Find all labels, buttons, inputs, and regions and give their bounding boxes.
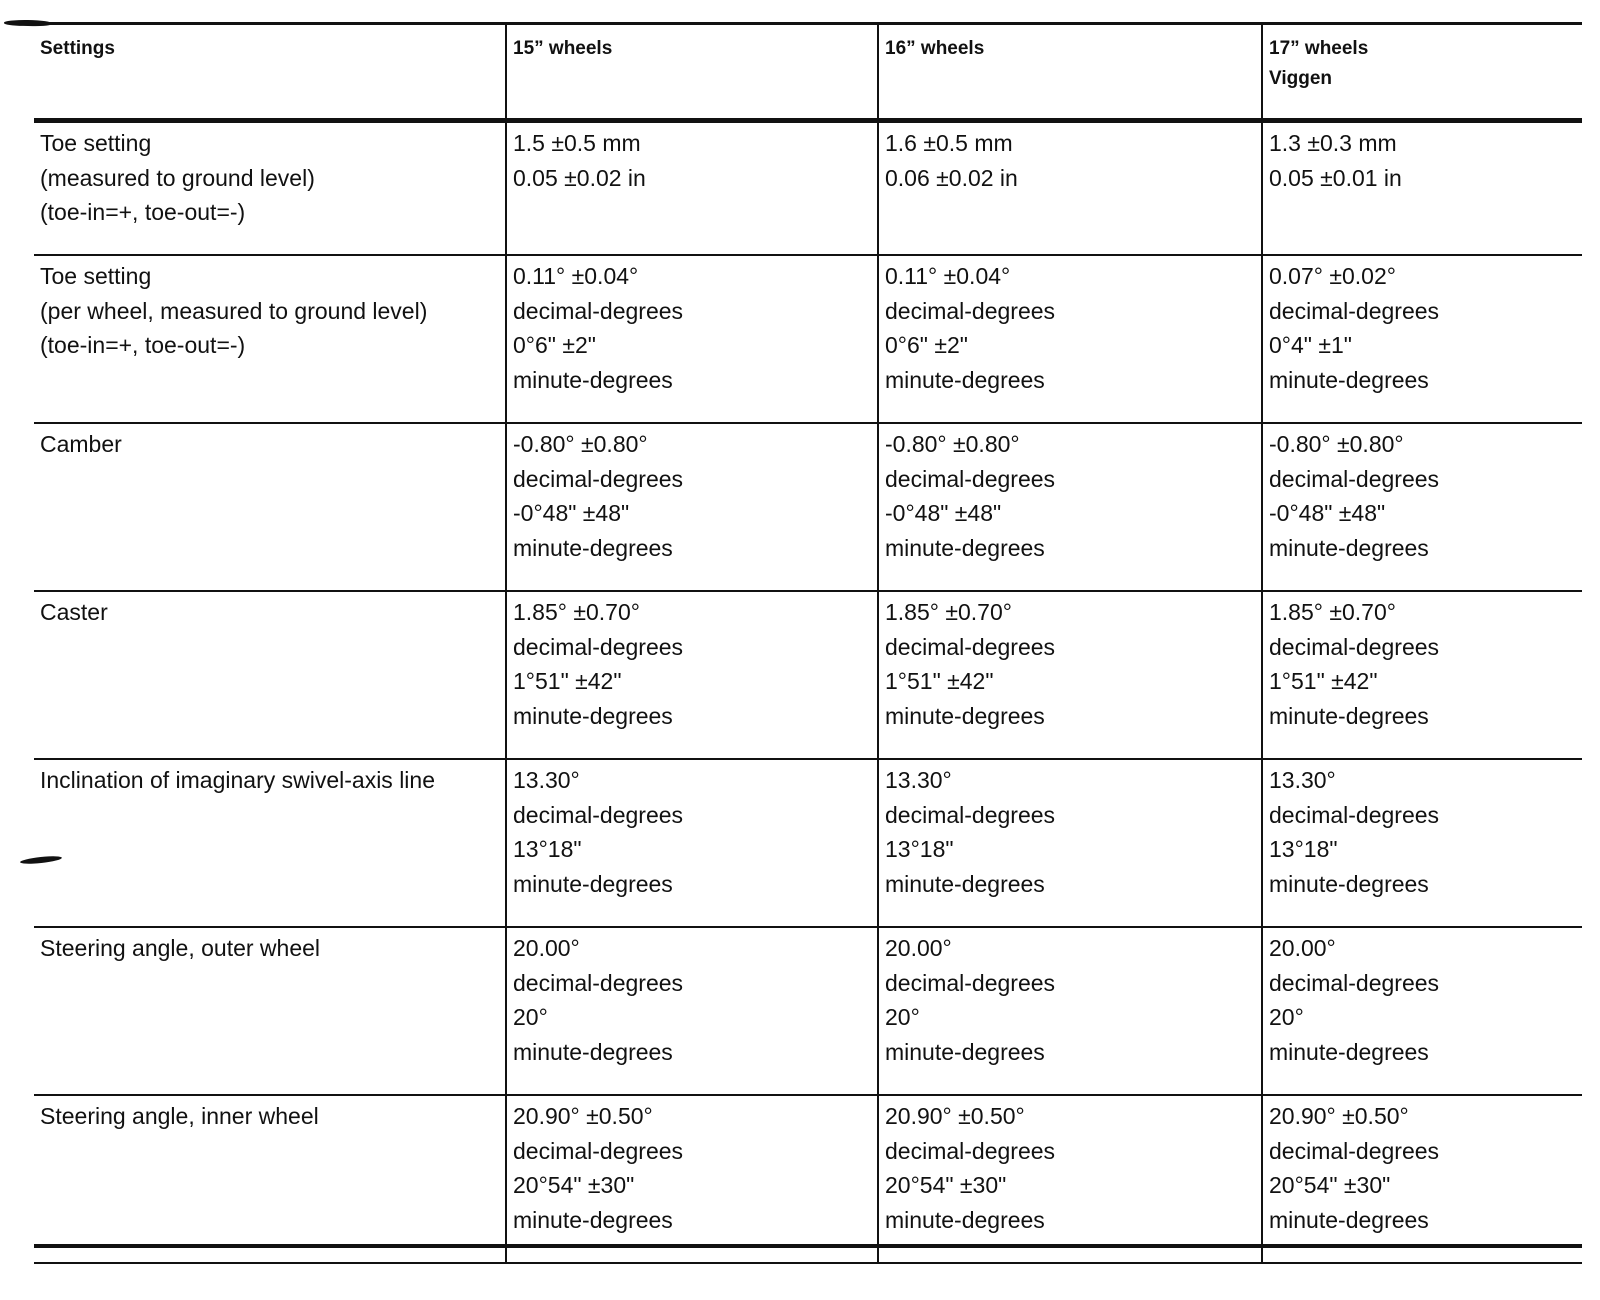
value-line: 20.90° ±0.50° — [1269, 1103, 1409, 1129]
value-line: minute-degrees — [885, 1038, 1045, 1065]
value-line: minute-degrees — [1269, 1038, 1429, 1065]
value-line: minute-degrees — [1269, 1206, 1429, 1233]
value-line: minute-degrees — [513, 1206, 673, 1233]
value-line: 0°6" ±2" — [513, 332, 596, 358]
value-line: minute-degrees — [513, 366, 673, 393]
value-line: decimal-degrees — [513, 969, 684, 996]
value-15-wheels — [506, 927, 878, 1095]
row-label-line: Camber — [40, 431, 122, 457]
value-line: 0.11° ±0.04° — [513, 263, 639, 289]
header-16-wheels: 16” wheels — [878, 24, 1262, 121]
row-label-line: (toe-in=+, toe-out=-) — [40, 199, 246, 225]
value-17-wheels — [1262, 591, 1582, 759]
value-line: decimal-degrees — [885, 1137, 1056, 1164]
value-line: minute-degrees — [885, 534, 1045, 561]
value-line: decimal-degrees — [885, 969, 1056, 996]
value-16-wheels — [878, 927, 1262, 1095]
value-line: 1°51" ±42" — [513, 668, 622, 694]
value-line: 20.00° — [513, 935, 580, 961]
value-16-wheels — [878, 759, 1262, 927]
value-line: 20.00° — [1269, 935, 1336, 961]
value-line: minute-degrees — [1269, 534, 1429, 561]
value-line: decimal-degrees — [885, 801, 1056, 828]
table-row — [34, 591, 1582, 759]
value-15-wheels — [506, 255, 878, 423]
value-line: 1.85° ±0.70° — [885, 599, 1012, 625]
value-line: minute-degrees — [885, 1206, 1045, 1233]
value-line: -0°48" ±48" — [1269, 500, 1386, 526]
value-line: 20°54" ±30" — [885, 1172, 1007, 1198]
row-label-line: (measured to ground level) — [40, 164, 315, 191]
value-line: 1.85° ±0.70° — [513, 599, 640, 625]
value-17-wheels — [1262, 927, 1582, 1095]
value-line: minute-degrees — [1269, 366, 1429, 393]
value-line: 1.3 ±0.3 mm — [1269, 130, 1397, 156]
row-label — [34, 255, 506, 423]
value-line: 20.00° — [885, 935, 952, 961]
value-line: decimal-degrees — [513, 801, 684, 828]
row-label-line: Caster — [40, 599, 108, 625]
value-line: minute-degrees — [1269, 702, 1429, 729]
value-line: 0.05 ±0.02 in — [513, 164, 646, 191]
value-line: -0°48" ±48" — [513, 500, 630, 526]
value-line: 1.5 ±0.5 mm — [513, 130, 641, 156]
value-line: 20.90° ±0.50° — [885, 1103, 1025, 1129]
value-line: 0.11° ±0.04° — [885, 263, 1011, 289]
value-line: 1.85° ±0.70° — [1269, 599, 1396, 625]
wheel-alignment-table-container — [34, 22, 1582, 1264]
value-17-wheels — [1262, 255, 1582, 423]
table-row — [34, 121, 1582, 256]
value-line: minute-degrees — [513, 534, 673, 561]
value-15-wheels — [506, 121, 878, 256]
value-line: 1°51" ±42" — [1269, 668, 1378, 694]
value-16-wheels — [878, 255, 1262, 423]
value-line: 13°18" — [885, 836, 954, 862]
value-17-wheels — [1262, 423, 1582, 591]
table-row — [34, 255, 1582, 423]
value-line: decimal-degrees — [513, 297, 684, 324]
value-line: 1°51" ±42" — [885, 668, 994, 694]
value-line: 20°54" ±30" — [513, 1172, 635, 1198]
value-line: 20° — [885, 1004, 920, 1030]
value-line: decimal-degrees — [1269, 465, 1440, 492]
value-line: minute-degrees — [513, 702, 673, 729]
value-line: decimal-degrees — [885, 297, 1056, 324]
value-line: minute-degrees — [513, 1038, 673, 1065]
value-line: minute-degrees — [885, 366, 1045, 393]
table-row — [34, 423, 1582, 591]
value-line: minute-degrees — [1269, 870, 1429, 897]
value-17-wheels — [1262, 759, 1582, 927]
value-line: 1.6 ±0.5 mm — [885, 130, 1013, 156]
row-label — [34, 591, 506, 759]
value-16-wheels — [878, 1095, 1262, 1263]
value-line: 0.05 ±0.01 in — [1269, 164, 1402, 191]
row-label-line: Steering angle, inner wheel — [40, 1103, 319, 1129]
value-line: decimal-degrees — [885, 633, 1056, 660]
row-label-line: Toe setting — [40, 263, 152, 289]
value-line: decimal-degrees — [513, 465, 684, 492]
value-line: 0.07° ±0.02° — [1269, 263, 1396, 289]
row-label — [34, 423, 506, 591]
row-label-line: Toe setting — [40, 130, 152, 156]
header-17-wheels — [1262, 24, 1582, 121]
value-line: 13.30° — [1269, 767, 1336, 793]
row-label-line: Inclination of imaginary swivel-axis line — [40, 767, 435, 793]
value-line: 13.30° — [885, 767, 952, 793]
value-16-wheels — [878, 423, 1262, 591]
value-line: -0.80° ±0.80° — [885, 431, 1020, 457]
header-17-wheels-label: 17” wheels — [1269, 38, 1369, 59]
row-label-line: (toe-in=+, toe-out=-) — [40, 332, 246, 358]
value-line: decimal-degrees — [1269, 1137, 1440, 1164]
header-15-wheels: 15” wheels — [506, 24, 878, 121]
table-row — [34, 1095, 1582, 1263]
table-row — [34, 927, 1582, 1095]
row-label — [34, 1095, 506, 1263]
row-label-line: Steering angle, outer wheel — [40, 935, 321, 961]
value-line: -0.80° ±0.80° — [1269, 431, 1404, 457]
value-15-wheels — [506, 591, 878, 759]
row-label — [34, 121, 506, 256]
value-line: decimal-degrees — [1269, 297, 1440, 324]
row-label — [34, 927, 506, 1095]
value-17-wheels — [1262, 1095, 1582, 1263]
value-line: 0°6" ±2" — [885, 332, 968, 358]
table-row — [34, 759, 1582, 927]
value-line: decimal-degrees — [1269, 801, 1440, 828]
table-bottom-rule — [34, 1244, 1582, 1248]
value-line: decimal-degrees — [513, 633, 684, 660]
value-line: 13.30° — [513, 767, 580, 793]
value-line: 20° — [513, 1004, 548, 1030]
header-settings: Settings — [40, 38, 115, 59]
value-line: decimal-degrees — [513, 1137, 684, 1164]
value-line: -0.80° ±0.80° — [513, 431, 648, 457]
value-15-wheels — [506, 759, 878, 927]
value-line: decimal-degrees — [1269, 633, 1440, 660]
wheel-alignment-table — [34, 22, 1582, 1264]
value-15-wheels — [506, 423, 878, 591]
value-line: 20.90° ±0.50° — [513, 1103, 653, 1129]
value-16-wheels — [878, 121, 1262, 256]
value-line: minute-degrees — [885, 870, 1045, 897]
row-label-line: (per wheel, measured to ground level) — [40, 297, 428, 324]
value-line: -0°48" ±48" — [885, 500, 1002, 526]
value-17-wheels — [1262, 121, 1582, 256]
value-line: 13°18" — [1269, 836, 1338, 862]
value-16-wheels — [878, 591, 1262, 759]
value-line: 20° — [1269, 1004, 1304, 1030]
value-line: 20°54" ±30" — [1269, 1172, 1391, 1198]
value-line: decimal-degrees — [1269, 969, 1440, 996]
value-line: minute-degrees — [513, 870, 673, 897]
value-line: 13°18" — [513, 836, 582, 862]
value-15-wheels — [506, 1095, 878, 1263]
table-header-row — [34, 24, 1582, 121]
row-label — [34, 759, 506, 927]
value-line: 0.06 ±0.02 in — [885, 164, 1018, 191]
value-line: minute-degrees — [885, 702, 1045, 729]
header-17-wheels-model: Viggen — [1269, 68, 1332, 89]
value-line: decimal-degrees — [885, 465, 1056, 492]
value-line: 0°4" ±1" — [1269, 332, 1352, 358]
